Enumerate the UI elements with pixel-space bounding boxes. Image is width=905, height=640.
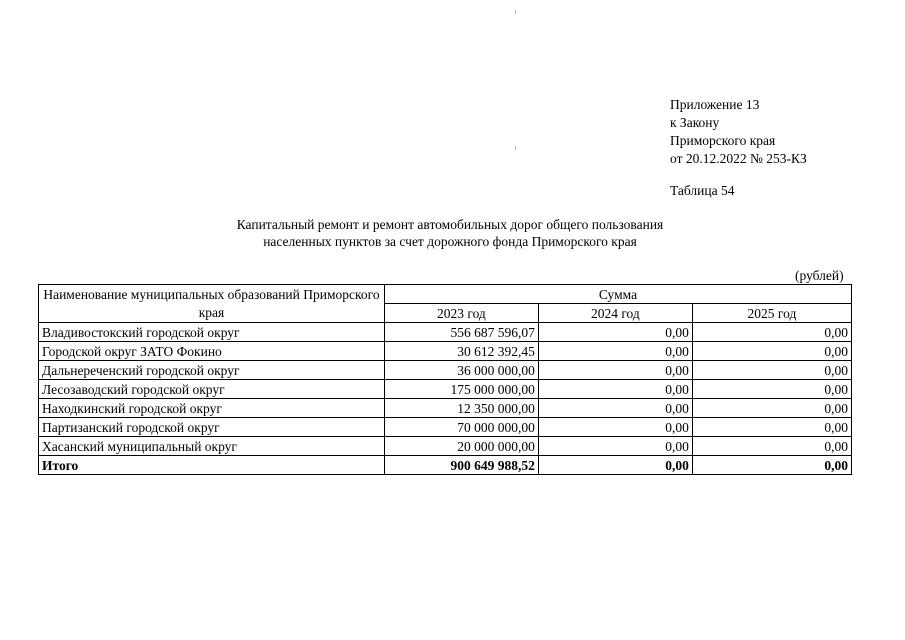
value-2025: 0,00 (692, 418, 851, 437)
appendix-line: от 20.12.2022 № 253-КЗ (670, 151, 807, 166)
header-year: 2024 год (538, 304, 692, 323)
document-title (150, 216, 750, 250)
value-2025: 0,00 (692, 323, 851, 342)
budget-table (38, 284, 852, 475)
header-municipality: Наименование муниципальных образований Приморского края (39, 285, 385, 323)
table-row (39, 361, 852, 380)
total-2024: 0,00 (538, 456, 692, 475)
total-row (39, 456, 852, 475)
value-2023: 20 000 000,00 (384, 437, 538, 456)
header-year: 2023 год (384, 304, 538, 323)
value-2025: 0,00 (692, 437, 851, 456)
value-2023: 36 000 000,00 (384, 361, 538, 380)
header-year: 2025 год (692, 304, 851, 323)
row-name: Хасанский муниципальный округ (39, 437, 385, 456)
scan-mark (515, 10, 516, 14)
table-row (39, 399, 852, 418)
value-2025: 0,00 (692, 399, 851, 418)
row-name: Дальнереченский городской округ (39, 361, 385, 380)
appendix-block (670, 96, 807, 168)
value-2024: 0,00 (538, 399, 692, 418)
header-sum: Сумма (384, 285, 851, 304)
value-2023: 12 350 000,00 (384, 399, 538, 418)
row-name: Находкинский городской округ (39, 399, 385, 418)
value-2024: 0,00 (538, 418, 692, 437)
value-2024: 0,00 (538, 380, 692, 399)
value-2025: 0,00 (692, 380, 851, 399)
value-2025: 0,00 (692, 342, 851, 361)
row-name: Городской округ ЗАТО Фокино (39, 342, 385, 361)
total-2025: 0,00 (692, 456, 851, 475)
table-row (39, 323, 852, 342)
table-number: Таблица 54 (670, 183, 735, 198)
title-line: населенных пунктов за счет дорожного фонда Приморского края (263, 234, 637, 249)
row-name: Лесозаводский городской округ (39, 380, 385, 399)
appendix-line: к Закону (670, 115, 720, 130)
value-2024: 0,00 (538, 437, 692, 456)
value-2023: 30 612 392,45 (384, 342, 538, 361)
appendix-line: Приложение 13 (670, 97, 760, 112)
scan-mark (515, 146, 516, 150)
table-row (39, 437, 852, 456)
total-label: Итого (39, 456, 385, 475)
table-row (39, 342, 852, 361)
total-2023: 900 649 988,52 (384, 456, 538, 475)
table-row (39, 380, 852, 399)
value-2024: 0,00 (538, 323, 692, 342)
row-name: Партизанский городской округ (39, 418, 385, 437)
row-name: Владивостокский городской округ (39, 323, 385, 342)
title-line: Капитальный ремонт и ремонт автомобильных дорог общего пользования (236, 217, 664, 232)
table-row (39, 418, 852, 437)
value-2024: 0,00 (538, 361, 692, 380)
value-2024: 0,00 (538, 342, 692, 361)
value-2023: 175 000 000,00 (384, 380, 538, 399)
units-label: (рублей) (795, 268, 844, 283)
value-2023: 70 000 000,00 (384, 418, 538, 437)
value-2025: 0,00 (692, 361, 851, 380)
value-2023: 556 687 596,07 (384, 323, 538, 342)
appendix-line: Приморского края (670, 133, 776, 148)
